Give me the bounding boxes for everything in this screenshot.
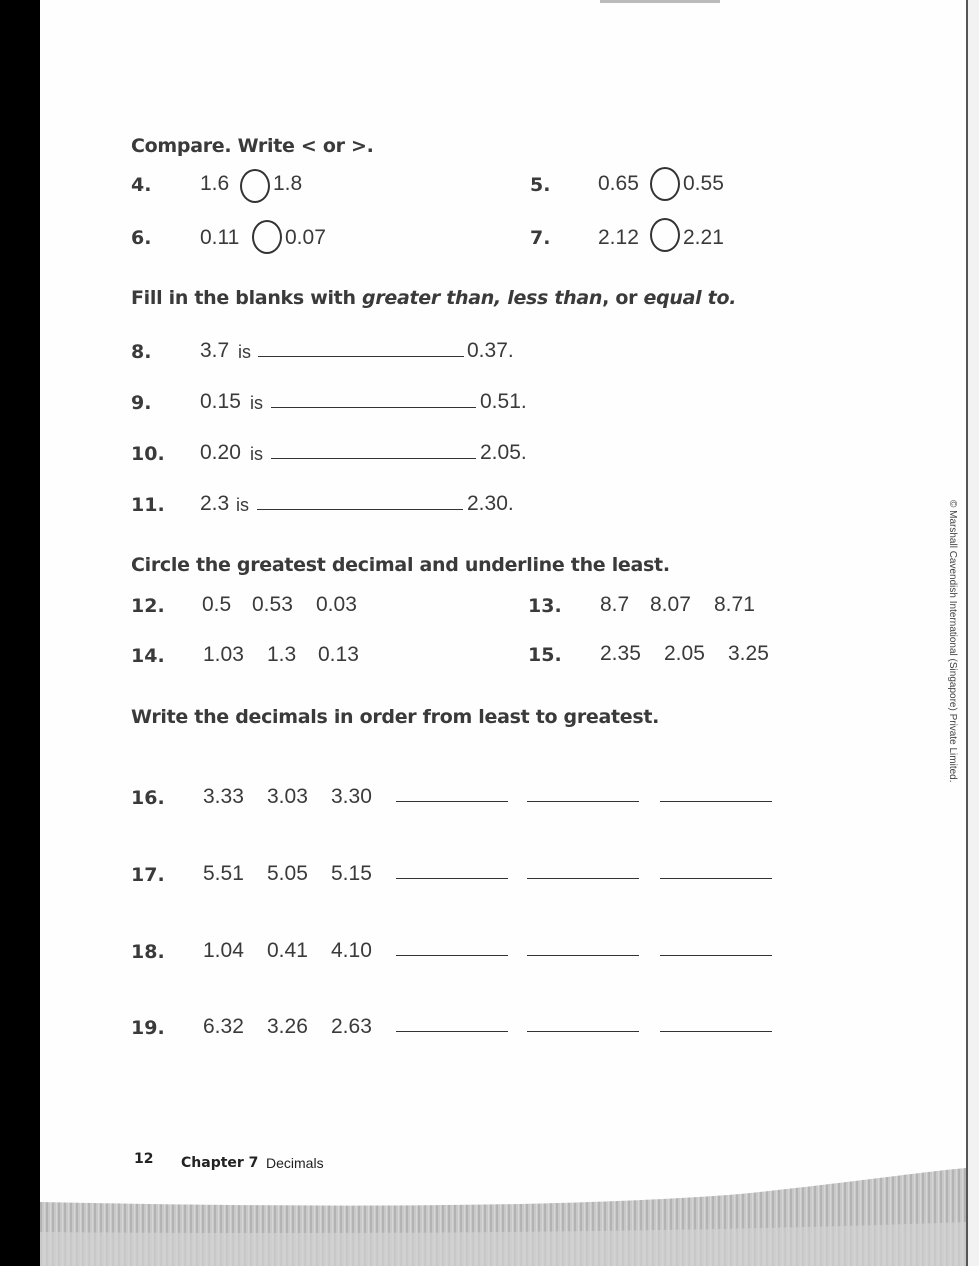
question-19-value-3: 2.63 xyxy=(331,1015,372,1038)
order-blank-18-1[interactable] xyxy=(396,955,508,956)
question-14-choice-1[interactable]: 1.03 xyxy=(203,643,244,666)
question-11-value-a: 2.3 xyxy=(200,492,230,515)
question-10-is: is xyxy=(250,444,263,464)
answer-blank-9[interactable] xyxy=(271,407,476,408)
order-blank-19-3[interactable] xyxy=(660,1031,772,1032)
question-8-is: is xyxy=(238,342,251,362)
question-15-choice-2[interactable]: 2.05 xyxy=(664,642,705,665)
scan-mark xyxy=(600,0,720,3)
question-19-value-1: 6.32 xyxy=(203,1015,244,1038)
question-18-value-2: 0.41 xyxy=(267,939,308,962)
order-blank-19-2[interactable] xyxy=(527,1031,639,1032)
question-6-number: 6. xyxy=(131,227,152,249)
question-19-value-2: 3.26 xyxy=(267,1015,308,1038)
question-9-value-b: 0.51. xyxy=(480,390,527,413)
footer-chapter: Chapter 7 xyxy=(181,1155,259,1171)
question-7-value-b: 2.21 xyxy=(683,226,724,249)
question-8-number: 8. xyxy=(131,341,152,363)
compare-circle-6[interactable] xyxy=(252,220,282,254)
question-7-number: 7. xyxy=(530,227,551,249)
fill-heading-emphasis-1: greater than, less than xyxy=(362,287,603,309)
circle-heading: Circle the greatest decimal and underline the least. xyxy=(131,554,670,576)
question-17-number: 17. xyxy=(131,864,165,886)
question-16-value-2: 3.03 xyxy=(267,785,308,808)
footer-title: Decimals xyxy=(266,1155,324,1171)
answer-blank-8[interactable] xyxy=(258,356,464,357)
question-9-is: is xyxy=(250,393,263,413)
question-13-choice-3[interactable]: 8.71 xyxy=(714,593,755,616)
question-9-number: 9. xyxy=(131,392,152,414)
question-17-value-1: 5.51 xyxy=(203,862,244,885)
question-8-value-a: 3.7 xyxy=(200,339,230,362)
footer-band xyxy=(40,1160,966,1266)
order-blank-16-2[interactable] xyxy=(527,801,639,802)
question-18-value-3: 4.10 xyxy=(331,939,372,962)
question-10-value-b: 2.05. xyxy=(480,441,527,464)
compare-circle-5[interactable] xyxy=(650,167,680,201)
question-17-value-2: 5.05 xyxy=(267,862,308,885)
question-13-choice-1[interactable]: 8.7 xyxy=(600,593,630,616)
order-blank-18-2[interactable] xyxy=(527,955,639,956)
question-6-value-b: 0.07 xyxy=(285,226,326,249)
fill-heading-start: Fill in the blanks with xyxy=(131,287,363,309)
question-15-choice-3[interactable]: 3.25 xyxy=(728,642,769,665)
question-13-number: 13. xyxy=(528,595,562,617)
question-15-number: 15. xyxy=(528,644,562,666)
answer-blank-11[interactable] xyxy=(257,509,463,510)
question-18-number: 18. xyxy=(131,941,165,963)
question-16-value-1: 3.33 xyxy=(203,785,244,808)
order-heading: Write the decimals in order from least to greatest. xyxy=(131,706,660,728)
question-5-value-b: 0.55 xyxy=(683,172,724,195)
question-7-value-a: 2.12 xyxy=(598,226,639,249)
question-11-value-b: 2.30. xyxy=(467,492,514,515)
question-10-number: 10. xyxy=(131,443,165,465)
question-5-number: 5. xyxy=(530,174,551,196)
worksheet-page xyxy=(40,0,966,1266)
question-4-number: 4. xyxy=(131,174,152,196)
question-19-number: 19. xyxy=(131,1017,165,1039)
question-12-choice-2[interactable]: 0.53 xyxy=(252,593,293,616)
copyright-notice: © Marshall Cavendish International (Singapore) Private Limited. xyxy=(947,500,958,783)
question-4-value-a: 1.6 xyxy=(200,172,230,195)
question-14-choice-2[interactable]: 1.3 xyxy=(267,643,297,666)
question-11-is: is xyxy=(236,495,249,515)
question-6-value-a: 0.11 xyxy=(200,226,240,249)
page-edge xyxy=(966,0,979,1266)
question-12-choice-3[interactable]: 0.03 xyxy=(316,593,357,616)
question-16-number: 16. xyxy=(131,787,165,809)
fill-heading-middle: , or xyxy=(602,287,644,309)
question-11-number: 11. xyxy=(131,494,165,516)
question-13-choice-2[interactable]: 8.07 xyxy=(650,593,691,616)
fill-heading-emphasis-2: equal to. xyxy=(643,287,737,309)
compare-circle-4[interactable] xyxy=(240,169,270,203)
question-16-value-3: 3.30 xyxy=(331,785,372,808)
question-15-choice-1[interactable]: 2.35 xyxy=(600,642,641,665)
page-number: 12 xyxy=(134,1151,154,1167)
question-8-value-b: 0.37. xyxy=(467,339,514,362)
question-14-number: 14. xyxy=(131,645,165,667)
order-blank-16-1[interactable] xyxy=(396,801,508,802)
question-12-number: 12. xyxy=(131,595,165,617)
question-10-value-a: 0.20 xyxy=(200,441,241,464)
order-blank-16-3[interactable] xyxy=(660,801,772,802)
order-blank-17-3[interactable] xyxy=(660,878,772,879)
compare-circle-7[interactable] xyxy=(650,218,680,252)
order-blank-17-2[interactable] xyxy=(527,878,639,879)
answer-blank-10[interactable] xyxy=(271,458,476,459)
compare-heading: Compare. Write < or >. xyxy=(131,135,374,157)
question-14-choice-3[interactable]: 0.13 xyxy=(318,643,359,666)
question-9-value-a: 0.15 xyxy=(200,390,241,413)
order-blank-18-3[interactable] xyxy=(660,955,772,956)
fill-heading xyxy=(131,287,736,309)
question-12-choice-1[interactable]: 0.5 xyxy=(202,593,232,616)
question-18-value-1: 1.04 xyxy=(203,939,244,962)
order-blank-19-1[interactable] xyxy=(396,1031,508,1032)
question-5-value-a: 0.65 xyxy=(598,172,639,195)
question-17-value-3: 5.15 xyxy=(331,862,372,885)
question-4-value-b: 1.8 xyxy=(273,172,303,195)
order-blank-17-1[interactable] xyxy=(396,878,508,879)
